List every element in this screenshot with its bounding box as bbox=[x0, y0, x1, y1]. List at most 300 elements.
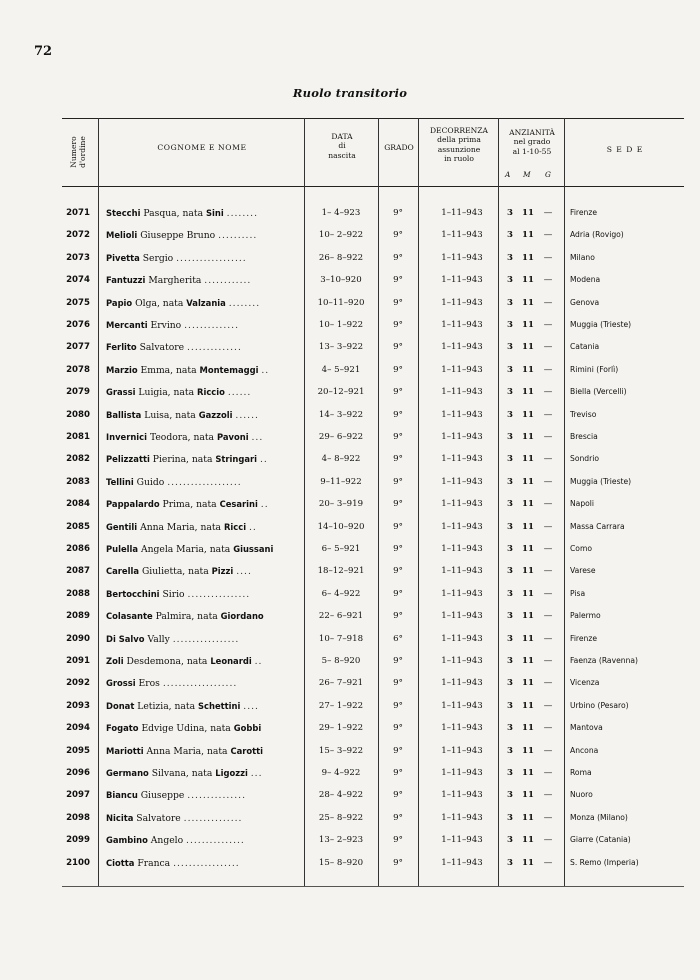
row-birth-date: 14– 3–922 bbox=[318, 409, 364, 420]
row-surname: Ciotta bbox=[106, 857, 135, 868]
row-leader-dots: ........ bbox=[228, 297, 261, 309]
row-surname: Fogato bbox=[106, 723, 139, 734]
row-anz-a: 3 bbox=[507, 387, 513, 398]
row-anz-g: — bbox=[543, 387, 553, 398]
row-surname: Carella bbox=[106, 566, 140, 577]
row-leader-dots: .. bbox=[260, 499, 269, 511]
row-anz-m: 11 bbox=[522, 700, 534, 711]
row-name bbox=[106, 790, 300, 801]
row-name bbox=[106, 275, 300, 286]
row-name bbox=[106, 723, 300, 734]
header-grado: GRADO bbox=[384, 143, 414, 152]
header-anz-g: G bbox=[545, 170, 551, 179]
row-surname: Ballista bbox=[106, 409, 142, 420]
row-surname: Biancu bbox=[106, 790, 138, 801]
row-decorrenza: 1–11–943 bbox=[441, 208, 483, 218]
row-anz-m: 11 bbox=[522, 723, 534, 734]
row-surname2: Ligozzi bbox=[215, 768, 248, 778]
row-sede: Biella (Vercelli) bbox=[570, 387, 627, 397]
row-birth-date: 15– 3–922 bbox=[318, 745, 364, 756]
row-leader-dots: .. bbox=[254, 656, 263, 667]
row-name bbox=[106, 454, 300, 465]
row-grade: 9° bbox=[393, 521, 403, 532]
row-grade: 9° bbox=[393, 857, 403, 868]
header-numero-line1: Numero bbox=[68, 136, 78, 168]
row-sede: Varese bbox=[570, 566, 596, 576]
row-sede: Muggia (Trieste) bbox=[570, 320, 632, 329]
row-leader-dots: ...... bbox=[235, 409, 259, 421]
row-grade: 9° bbox=[393, 230, 403, 241]
row-anz-m: 11 bbox=[522, 409, 534, 420]
row-decorrenza: 1–11–943 bbox=[441, 499, 483, 510]
page-number: 72 bbox=[34, 44, 53, 59]
row-grade: 9° bbox=[393, 566, 403, 577]
row-grade: 9° bbox=[393, 678, 403, 689]
row-anz-a: 3 bbox=[507, 633, 513, 644]
row-anz-m: 11 bbox=[522, 544, 534, 554]
row-anz-m: 11 bbox=[522, 275, 534, 286]
row-number: 2076 bbox=[66, 320, 90, 330]
table-row bbox=[62, 494, 684, 516]
row-number: 2073 bbox=[66, 252, 90, 263]
row-name bbox=[106, 746, 300, 757]
row-birth-date: 10– 1–922 bbox=[318, 320, 364, 330]
row-anz-a: 3 bbox=[507, 700, 513, 711]
row-anz-g: — bbox=[543, 342, 553, 353]
row-leader-dots: .. bbox=[261, 364, 270, 376]
row-decorrenza: 1–11–943 bbox=[441, 409, 483, 420]
row-decorrenza: 1–11–943 bbox=[441, 857, 483, 868]
row-grade: 9° bbox=[393, 835, 403, 846]
table-bottom-rule bbox=[62, 886, 684, 887]
row-decorrenza: 1–11–943 bbox=[441, 454, 483, 465]
row-sede: Genova bbox=[570, 297, 600, 307]
row-surname: Pivetta bbox=[106, 252, 140, 263]
row-anz-a: 3 bbox=[507, 320, 513, 330]
row-anz-a: 3 bbox=[507, 230, 513, 241]
table-row bbox=[62, 696, 684, 718]
row-name bbox=[106, 813, 300, 824]
row-number: 2099 bbox=[66, 835, 90, 846]
row-leader-dots: ............... bbox=[183, 812, 243, 824]
row-anz-m: 11 bbox=[522, 387, 534, 398]
row-number: 2097 bbox=[66, 790, 90, 801]
row-anz-m: 11 bbox=[522, 678, 534, 689]
row-sede: Monza (Milano) bbox=[570, 812, 628, 822]
row-anz-m: 11 bbox=[522, 252, 534, 263]
row-name-rest: Angelo bbox=[150, 835, 184, 847]
row-anz-m: 11 bbox=[522, 611, 534, 622]
row-decorrenza: 1–11–943 bbox=[441, 768, 483, 778]
row-anz-g: — bbox=[543, 230, 553, 241]
table-row bbox=[62, 270, 684, 292]
table-row bbox=[62, 763, 684, 785]
row-anz-m: 11 bbox=[522, 812, 534, 823]
row-decorrenza: 1–11–943 bbox=[441, 812, 483, 823]
row-sede: Roma bbox=[570, 768, 592, 777]
row-surname: Bertocchini bbox=[106, 588, 160, 599]
row-sede: Firenze bbox=[570, 633, 598, 643]
row-anz-m: 11 bbox=[522, 230, 534, 241]
row-anz-a: 3 bbox=[507, 611, 513, 622]
row-grade: 9° bbox=[393, 745, 403, 756]
row-anz-m: 11 bbox=[522, 745, 534, 756]
row-leader-dots: ............... bbox=[186, 835, 245, 847]
row-surname: Gentili bbox=[106, 521, 138, 532]
row-decorrenza: 1–11–943 bbox=[441, 230, 483, 241]
row-anz-a: 3 bbox=[507, 566, 513, 577]
row-birth-date: 15– 8–920 bbox=[318, 857, 364, 868]
row-decorrenza: 1–11–943 bbox=[441, 588, 483, 599]
header-numero-line2: d'ordine bbox=[78, 136, 87, 168]
row-leader-dots: .............. bbox=[184, 320, 240, 331]
row-birth-date: 10– 2–922 bbox=[318, 230, 364, 241]
row-grade: 9° bbox=[393, 387, 403, 398]
row-name-rest: Sergio bbox=[142, 252, 174, 264]
row-leader-dots: ... bbox=[251, 432, 264, 443]
row-sede: S. Remo (Imperia) bbox=[570, 857, 639, 867]
row-decorrenza: 1–11–943 bbox=[441, 700, 483, 711]
row-name-rest: Luisa, nata bbox=[144, 409, 196, 421]
row-surname2: Sini bbox=[205, 208, 224, 218]
row-grade: 6° bbox=[393, 633, 403, 644]
header-anz-a: A bbox=[505, 170, 511, 179]
row-birth-date: 1– 4–923 bbox=[321, 208, 361, 218]
row-anz-a: 3 bbox=[507, 208, 513, 218]
row-number: 2083 bbox=[66, 476, 90, 487]
row-anz-g: — bbox=[543, 566, 553, 577]
row-surname: Grossi bbox=[106, 678, 136, 689]
row-decorrenza: 1–11–943 bbox=[441, 521, 483, 532]
row-number: 2093 bbox=[66, 700, 90, 711]
table-row bbox=[62, 741, 684, 763]
row-grade: 9° bbox=[393, 275, 403, 286]
row-anz-m: 11 bbox=[522, 476, 534, 487]
row-leader-dots: .......... bbox=[218, 230, 258, 242]
table-row bbox=[62, 785, 684, 807]
row-anz-g: — bbox=[543, 275, 553, 286]
row-leader-dots: ............... bbox=[187, 790, 246, 802]
row-surname: Mercanti bbox=[106, 320, 148, 330]
row-decorrenza: 1–11–943 bbox=[441, 432, 483, 442]
row-leader-dots: ................ bbox=[187, 588, 251, 600]
row-birth-date: 20– 3–919 bbox=[318, 499, 364, 510]
row-birth-date: 13– 2–923 bbox=[318, 835, 364, 846]
row-number: 2074 bbox=[66, 275, 90, 286]
row-birth-date: 29– 1–922 bbox=[318, 723, 364, 734]
table-row bbox=[62, 203, 684, 225]
row-leader-dots: ................. bbox=[172, 633, 240, 645]
table-row bbox=[62, 382, 684, 404]
row-number: 2098 bbox=[66, 812, 90, 823]
row-sede: Massa Carrara bbox=[570, 521, 625, 531]
row-grade: 9° bbox=[393, 700, 403, 711]
row-anz-m: 11 bbox=[522, 320, 534, 330]
header-numero bbox=[64, 120, 92, 184]
row-birth-date: 5– 8–920 bbox=[321, 656, 361, 666]
row-surname: Pulella bbox=[106, 544, 139, 554]
row-name bbox=[106, 656, 300, 667]
row-birth-date: 6– 5–921 bbox=[321, 544, 361, 554]
table-top-rule bbox=[62, 118, 684, 119]
row-anz-g: — bbox=[543, 409, 553, 420]
header-decorrenza-line3: assunzione bbox=[437, 144, 481, 154]
row-surname: Ferlito bbox=[106, 342, 137, 353]
row-name-rest: Margherita bbox=[148, 275, 202, 287]
table-row bbox=[62, 449, 684, 471]
row-birth-date: 26– 8–922 bbox=[318, 252, 364, 263]
row-anz-a: 3 bbox=[507, 476, 513, 487]
row-decorrenza: 1–11–943 bbox=[441, 364, 483, 375]
row-number: 2088 bbox=[66, 588, 90, 599]
table-row bbox=[62, 337, 684, 359]
row-anz-a: 3 bbox=[507, 812, 513, 823]
row-number: 2094 bbox=[66, 723, 90, 734]
row-birth-date: 22– 6–921 bbox=[318, 611, 364, 622]
row-sede: Milano bbox=[570, 252, 595, 262]
row-anz-g: — bbox=[543, 812, 553, 823]
row-leader-dots: ... bbox=[250, 768, 263, 779]
row-name-rest: Eros bbox=[138, 678, 160, 690]
row-number: 2075 bbox=[66, 297, 90, 308]
row-anz-m: 11 bbox=[522, 588, 534, 599]
row-name bbox=[106, 611, 300, 622]
row-name-rest: Ervino bbox=[150, 320, 182, 331]
row-birth-date: 9–11–922 bbox=[320, 476, 362, 487]
row-surname: Melioli bbox=[106, 230, 138, 241]
row-anz-g: — bbox=[543, 476, 553, 487]
header-data-line3: nascita bbox=[328, 150, 356, 160]
row-decorrenza: 1–11–943 bbox=[441, 252, 483, 263]
row-anz-m: 11 bbox=[522, 454, 534, 465]
row-number: 2087 bbox=[66, 566, 90, 577]
row-name bbox=[106, 566, 300, 577]
row-decorrenza: 1–11–943 bbox=[441, 745, 483, 756]
row-anz-m: 11 bbox=[522, 342, 534, 353]
row-grade: 9° bbox=[393, 544, 403, 554]
table-row bbox=[62, 315, 684, 337]
row-anz-a: 3 bbox=[507, 275, 513, 286]
row-grade: 9° bbox=[393, 454, 403, 465]
row-birth-date: 27– 1–922 bbox=[318, 700, 364, 711]
row-name-rest: Olga, nata bbox=[135, 297, 184, 309]
row-name-rest: Franca bbox=[137, 857, 171, 869]
header-anzianita-line2: nel grado bbox=[513, 137, 551, 147]
row-anz-g: — bbox=[543, 633, 553, 644]
row-name-rest: Giuseppe bbox=[140, 790, 185, 802]
row-anz-a: 3 bbox=[507, 454, 513, 465]
row-name bbox=[106, 410, 300, 421]
row-sede: Pisa bbox=[570, 588, 586, 598]
row-decorrenza: 1–11–943 bbox=[441, 633, 483, 644]
row-birth-date: 14–10–920 bbox=[317, 521, 365, 532]
table-row bbox=[62, 405, 684, 427]
row-decorrenza: 1–11–943 bbox=[441, 611, 483, 622]
row-leader-dots: ................... bbox=[167, 476, 242, 488]
row-number: 2090 bbox=[66, 633, 90, 644]
row-anz-a: 3 bbox=[507, 790, 513, 801]
row-anz-g: — bbox=[543, 835, 553, 846]
row-anz-m: 11 bbox=[522, 835, 534, 846]
row-sede: Giarre (Catania) bbox=[570, 835, 631, 845]
row-name-rest: Salvatore bbox=[136, 812, 181, 824]
row-surname2: Giussani bbox=[233, 544, 274, 554]
row-name-rest: Pierina, nata bbox=[152, 454, 213, 466]
row-anz-m: 11 bbox=[522, 566, 534, 577]
row-surname2: Pavoni bbox=[216, 432, 249, 442]
row-anz-m: 11 bbox=[522, 857, 534, 868]
row-name bbox=[106, 701, 300, 712]
row-name-rest: Teodora, nata bbox=[149, 432, 215, 443]
header-anzianita bbox=[499, 128, 565, 156]
row-anz-g: — bbox=[543, 678, 553, 689]
row-birth-date: 3–10–920 bbox=[320, 275, 362, 286]
row-grade: 9° bbox=[393, 812, 403, 823]
row-grade: 9° bbox=[393, 208, 403, 218]
row-decorrenza: 1–11–943 bbox=[441, 320, 483, 330]
row-grade: 9° bbox=[393, 611, 403, 622]
row-leader-dots: .. bbox=[249, 521, 257, 533]
row-name bbox=[106, 499, 300, 510]
header-decorrenza-line1: DECORRENZA bbox=[429, 126, 489, 135]
row-anz-g: — bbox=[543, 364, 553, 375]
row-name bbox=[106, 544, 300, 555]
row-anz-g: — bbox=[543, 432, 553, 442]
row-anz-g: — bbox=[543, 723, 553, 734]
row-decorrenza: 1–11–943 bbox=[441, 476, 483, 487]
row-anz-a: 3 bbox=[507, 544, 513, 554]
row-birth-date: 25– 8–922 bbox=[318, 812, 364, 823]
row-surname2: Cesarini bbox=[219, 499, 258, 510]
row-sede: Vicenza bbox=[570, 678, 600, 688]
row-leader-dots: .. bbox=[259, 454, 268, 466]
row-birth-date: 6– 4–922 bbox=[321, 588, 361, 599]
row-number: 2096 bbox=[66, 768, 90, 778]
row-anz-m: 11 bbox=[522, 499, 534, 510]
row-leader-dots: ............ bbox=[204, 275, 252, 287]
row-name bbox=[106, 858, 300, 869]
row-surname: Mariotti bbox=[106, 745, 144, 756]
row-grade: 9° bbox=[393, 297, 403, 308]
row-number: 2081 bbox=[66, 432, 90, 442]
row-name-rest: Angela Maria, nata bbox=[140, 544, 231, 555]
header-decorrenza bbox=[419, 126, 499, 164]
row-number: 2095 bbox=[66, 745, 90, 756]
row-anz-m: 11 bbox=[522, 656, 534, 666]
row-anz-a: 3 bbox=[507, 835, 513, 846]
row-sede: Treviso bbox=[570, 409, 597, 419]
row-surname2: Pizzi bbox=[211, 566, 234, 577]
row-surname: Germano bbox=[106, 768, 149, 778]
row-number: 2080 bbox=[66, 409, 90, 420]
row-surname2: Gazzoli bbox=[198, 409, 233, 420]
row-anz-m: 11 bbox=[522, 768, 534, 778]
row-name-rest: Guido bbox=[136, 476, 165, 488]
row-decorrenza: 1–11–943 bbox=[441, 275, 483, 286]
row-anz-g: — bbox=[543, 768, 553, 778]
row-grade: 9° bbox=[393, 252, 403, 263]
row-name-rest: Vally bbox=[147, 633, 170, 645]
row-name bbox=[106, 634, 300, 645]
row-decorrenza: 1–11–943 bbox=[441, 723, 483, 734]
row-number: 2092 bbox=[66, 678, 90, 689]
row-surname2: Ricci bbox=[223, 521, 247, 532]
row-anz-a: 3 bbox=[507, 342, 513, 353]
table-row bbox=[62, 517, 684, 539]
row-anz-g: — bbox=[543, 499, 553, 510]
table-row bbox=[62, 225, 684, 247]
table-row bbox=[62, 561, 684, 583]
row-birth-date: 13– 3–922 bbox=[318, 342, 364, 353]
row-anz-a: 3 bbox=[507, 432, 513, 442]
row-decorrenza: 1–11–943 bbox=[441, 835, 483, 846]
row-birth-date: 4– 8–922 bbox=[321, 454, 361, 465]
row-sede: Faenza (Ravenna) bbox=[570, 656, 638, 665]
row-name bbox=[106, 768, 300, 779]
row-decorrenza: 1–11–943 bbox=[441, 387, 483, 398]
row-sede: Modena bbox=[570, 275, 601, 285]
row-birth-date: 28– 4–922 bbox=[318, 790, 364, 801]
row-leader-dots: ................... bbox=[162, 678, 238, 690]
row-name bbox=[106, 589, 300, 600]
row-name-rest: Anna Maria, nata bbox=[146, 745, 228, 757]
row-leader-dots: ........ bbox=[226, 208, 259, 219]
row-surname: Gambino bbox=[106, 835, 148, 846]
row-grade: 9° bbox=[393, 656, 403, 666]
row-anz-g: — bbox=[543, 297, 553, 308]
row-birth-date: 26– 7–921 bbox=[318, 678, 364, 689]
row-leader-dots: .... bbox=[243, 700, 259, 712]
table-row bbox=[62, 629, 684, 651]
row-name bbox=[106, 432, 300, 443]
row-name-rest: Letizia, nata bbox=[137, 700, 196, 712]
row-grade: 9° bbox=[393, 342, 403, 353]
row-name bbox=[106, 522, 300, 533]
row-anz-m: 11 bbox=[522, 208, 534, 218]
row-anz-a: 3 bbox=[507, 723, 513, 734]
header-data-line2: di bbox=[338, 141, 346, 151]
row-anz-m: 11 bbox=[522, 521, 534, 532]
row-number: 2082 bbox=[66, 454, 90, 465]
table-row bbox=[62, 472, 684, 494]
row-name-rest: Prima, nata bbox=[162, 499, 217, 511]
row-surname2: Carotti bbox=[230, 745, 263, 756]
row-anz-g: — bbox=[543, 611, 553, 622]
row-surname2: Schettini bbox=[198, 700, 241, 711]
row-name-rest: Anna Maria, nata bbox=[140, 521, 222, 533]
row-number: 2091 bbox=[66, 656, 90, 666]
row-name bbox=[106, 678, 300, 689]
row-surname: Pelizzatti bbox=[106, 454, 150, 465]
row-surname2: Leonardi bbox=[210, 656, 252, 666]
row-grade: 9° bbox=[393, 723, 403, 734]
row-leader-dots: ................. bbox=[173, 857, 240, 869]
row-anz-g: — bbox=[543, 521, 553, 532]
row-number: 2086 bbox=[66, 544, 90, 554]
row-anz-g: — bbox=[543, 544, 553, 554]
row-leader-dots: .... bbox=[236, 566, 252, 578]
row-anz-a: 3 bbox=[507, 768, 513, 778]
row-name-rest: Pasqua, nata bbox=[143, 208, 204, 219]
row-grade: 9° bbox=[393, 499, 403, 510]
row-anz-m: 11 bbox=[522, 364, 534, 375]
row-grade: 9° bbox=[393, 320, 403, 330]
row-name bbox=[106, 230, 300, 241]
row-name-rest: Silvana, nata bbox=[151, 768, 213, 779]
row-grade: 9° bbox=[393, 790, 403, 801]
row-anz-a: 3 bbox=[507, 745, 513, 756]
row-surname: Donat bbox=[106, 700, 135, 711]
